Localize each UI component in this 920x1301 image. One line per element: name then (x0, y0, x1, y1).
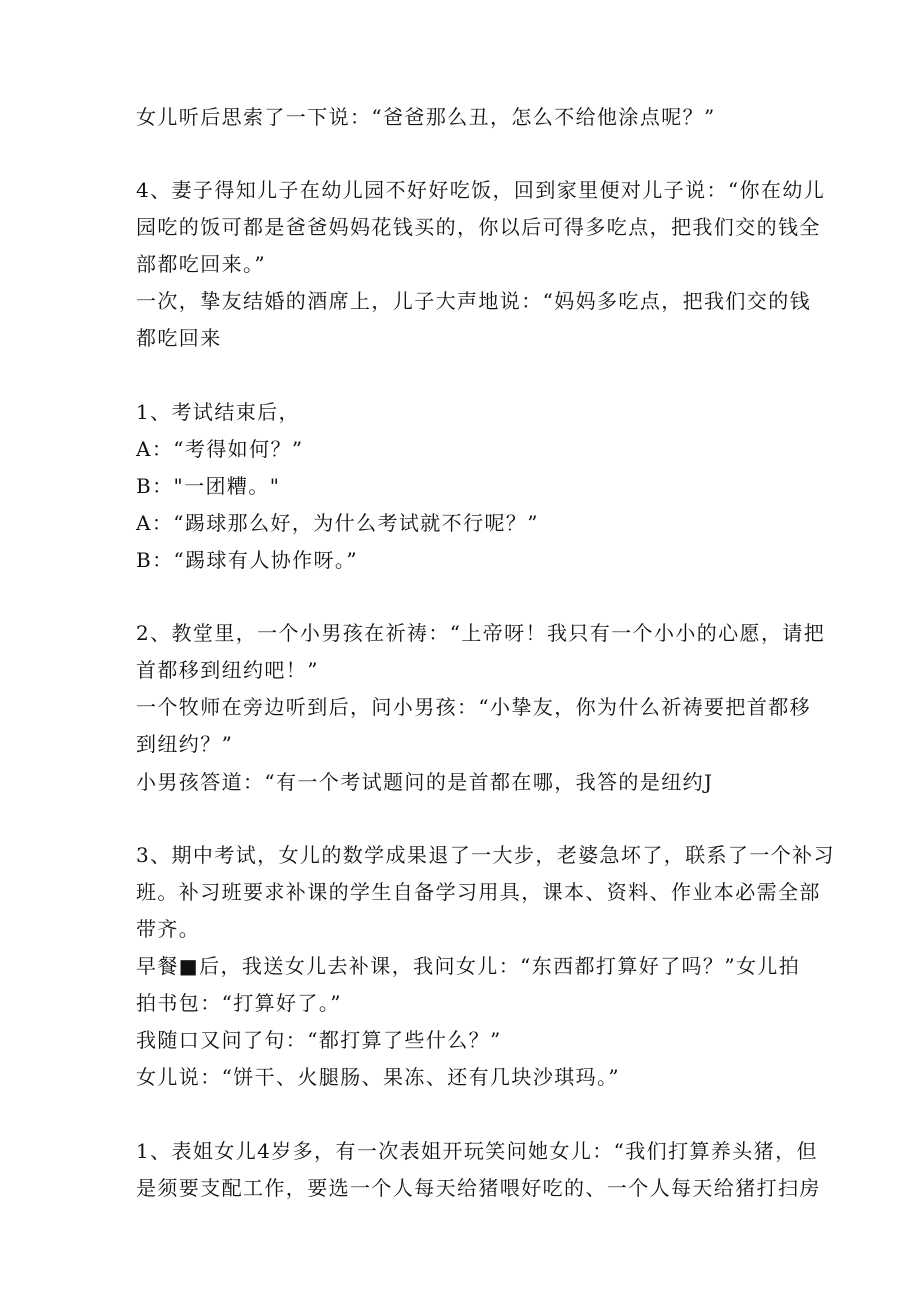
text-line: 一个牧师在旁边听到后，问小男孩：“小挚友，你为什么祈祷要把首都移 (136, 695, 812, 719)
text-line: 班。补习班要求补课的学生自备学习用具，课本、资料、作业本必需全部 (136, 880, 821, 904)
text-line: 我随口又问了句：“都打算了些什么？” (136, 1028, 502, 1052)
text-line: 2、教堂里，一个小男孩在祈祷：“上帝呀！我只有一个小小的心愿，请把 (136, 621, 826, 645)
text-line: 1、考试结束后， (136, 400, 300, 424)
text-line: 1、表姐女儿4岁多，有一次表姐开玩笑问她女儿：“我们打算养头猪，但 (136, 1139, 818, 1163)
text-line: A：“踢球那么好，为什么考试就不行呢？” (136, 511, 539, 535)
text-line: B：“踢球有人协作呀。” (136, 548, 358, 572)
text-line: A：“考得如何？” (136, 437, 304, 461)
text-line: 女儿听后思索了一下说：“爸爸那么丑，怎么不给他涂点呢？” (136, 105, 716, 129)
text-line: 早餐■后，我送女儿去补课，我问女儿：“东西都打算好了吗？”女儿拍 (136, 954, 801, 978)
text-line: 带齐。 (136, 917, 201, 941)
text-line: 是须要支配工作，要选一个人每天给猪喂好吃的、一个人每天给猪打扫房 (136, 1176, 821, 1200)
text-line: 4、妻子得知儿子在幼儿园不好好吃饭，回到家里便对儿子说：“你在幼儿 (136, 178, 826, 202)
text-line: 到纽约？” (136, 732, 234, 756)
text-line: 一次，挚友结婚的酒席上，儿子大声地说：“妈妈多吃点，把我们交的钱 (136, 289, 812, 313)
text-line: 小男孩答道：“有一个考试题问的是首都在哪，我答的是纽约J (136, 770, 714, 794)
text-line: 部都吃回来。” (136, 252, 267, 276)
text-line: 3、期中考试，女儿的数学成果退了一大步，老婆急坏了，联系了一个补习 (136, 843, 835, 867)
text-line: B："一团糟。" (136, 474, 281, 498)
text-line: 女儿说：“饼干、火腿肠、果冻、还有几块沙琪玛。” (136, 1065, 621, 1089)
text-line: 都吃回来 (136, 326, 222, 350)
text-line: 首都移到纽约吧！” (136, 658, 319, 682)
text-line: 拍书包：“打算好了。” (136, 991, 342, 1015)
text-line: 园吃的饭可都是爸爸妈妈花钱买的，你以后可得多吃点，把我们交的钱全 (136, 215, 821, 239)
